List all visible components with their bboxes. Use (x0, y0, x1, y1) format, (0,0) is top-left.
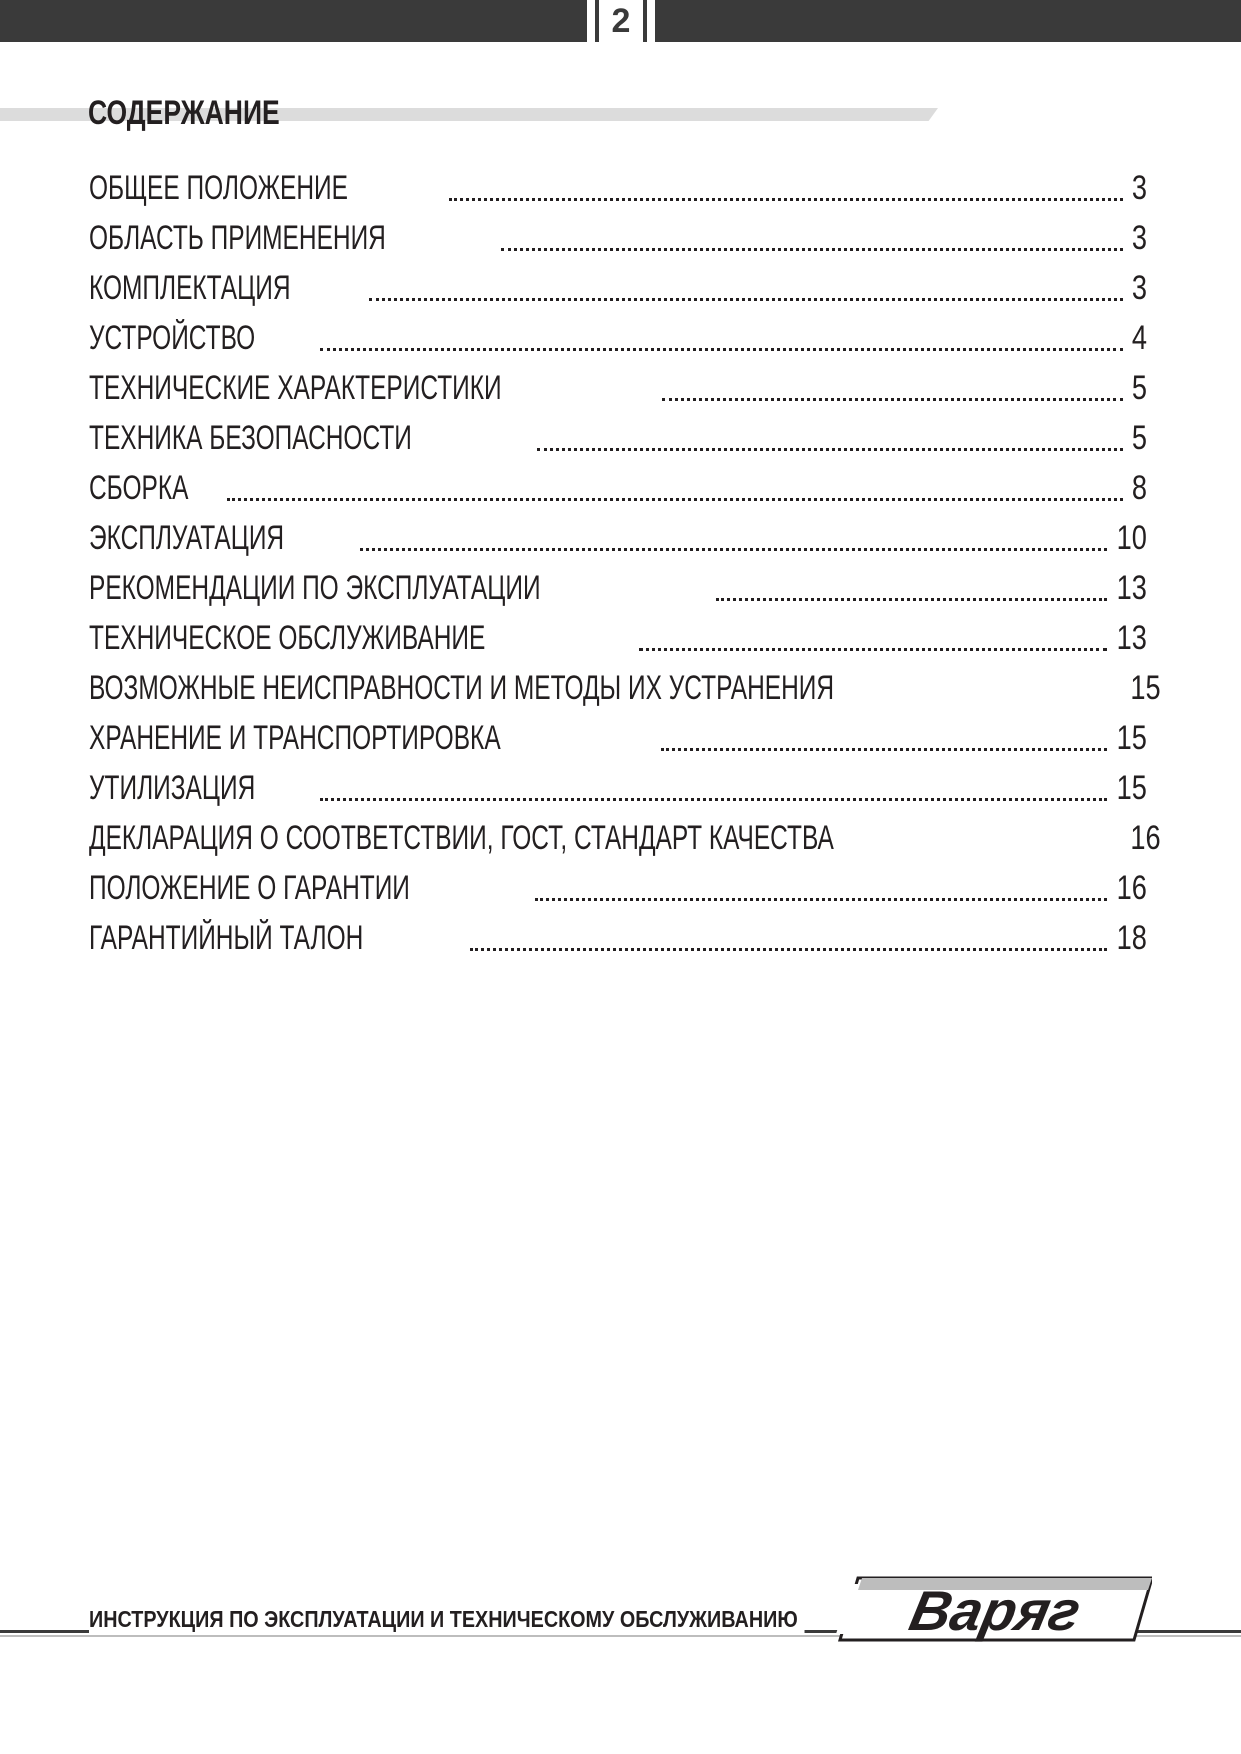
toc-page: 15 (1116, 769, 1147, 807)
toc-row[interactable] (89, 808, 1161, 858)
toc-title: УТИЛИЗАЦИЯ (89, 769, 256, 807)
toc-row[interactable] (89, 458, 1147, 508)
toc-leader (360, 548, 1107, 551)
footer-caption: ИНСТРУКЦИЯ ПО ЭКСПЛУАТАЦИИ И ТЕХНИЧЕСКОМУ ОБСЛУЖИВАНИЮ (89, 1606, 805, 1633)
toc-title: ОБЛАСТЬ ПРИМЕНЕНИЯ (89, 219, 386, 257)
toc-title: ЭКСПЛУАТАЦИЯ (89, 519, 285, 557)
toc-title: ТЕХНИКА БЕЗОПАСНОСТИ (89, 419, 412, 457)
toc-page: 13 (1116, 619, 1147, 657)
toc-title: ТЕХНИЧЕСКОЕ ОБСЛУЖИВАНИЕ (89, 619, 486, 657)
toc-row[interactable] (89, 208, 1147, 258)
toc-title: ОБЩЕЕ ПОЛОЖЕНИЕ (89, 169, 348, 207)
toc-title: ХРАНЕНИЕ И ТРАНСПОРТИРОВКА (89, 719, 501, 757)
toc-row[interactable] (89, 308, 1147, 358)
table-of-contents (89, 158, 1161, 958)
toc-row[interactable] (89, 408, 1147, 458)
toc-page: 4 (1131, 319, 1147, 357)
toc-leader (470, 948, 1107, 951)
toc-title: ВОЗМОЖНЫЕ НЕИСПРАВНОСТИ И МЕТОДЫ ИХ УСТРАНЕНИЯ (89, 669, 835, 707)
toc-leader (369, 298, 1123, 301)
toc-page: 5 (1131, 419, 1147, 457)
toc-title: КОМПЛЕКТАЦИЯ (89, 269, 291, 307)
toc-title: ГАРАНТИЙНЫЙ ТАЛОН (89, 919, 364, 957)
toc-leader (501, 248, 1123, 251)
toc-title: ТЕХНИЧЕСКИЕ ХАРАКТЕРИСТИКИ (89, 369, 502, 407)
toc-leader (661, 748, 1107, 751)
toc-page: 16 (1129, 819, 1161, 857)
toc-page: 15 (1116, 719, 1147, 757)
toc-title: РЕКОМЕНДАЦИИ ПО ЭКСПЛУАТАЦИИ (89, 569, 541, 607)
toc-leader (227, 498, 1123, 501)
toc-leader (535, 898, 1107, 901)
toc-leader (320, 348, 1123, 351)
toc-page: 13 (1116, 569, 1147, 607)
toc-page: 8 (1131, 469, 1147, 507)
page-number-box (587, 0, 655, 42)
toc-leader (537, 448, 1123, 451)
toc-row[interactable] (89, 558, 1147, 608)
toc-row[interactable] (89, 908, 1147, 958)
toc-row[interactable] (89, 358, 1147, 408)
page-title: СОДЕРЖАНИЕ (88, 94, 280, 132)
toc-title: СБОРКА (89, 469, 189, 507)
toc-row[interactable] (89, 658, 1161, 708)
brand-logo (822, 1570, 1152, 1648)
toc-leader (320, 798, 1107, 801)
toc-page: 10 (1116, 519, 1147, 557)
toc-page: 15 (1130, 669, 1161, 707)
toc-title: ДЕКЛАРАЦИЯ О СООТВЕТСТВИИ, ГОСТ, СТАНДАРТ КАЧЕСТВА (89, 819, 834, 857)
toc-leader (639, 648, 1107, 651)
toc-leader (449, 198, 1123, 201)
toc-page: 18 (1116, 919, 1147, 957)
toc-row[interactable] (89, 758, 1147, 808)
toc-row[interactable] (89, 858, 1147, 908)
toc-row[interactable] (89, 258, 1147, 308)
toc-page: 5 (1131, 369, 1147, 407)
toc-row[interactable] (89, 158, 1147, 208)
toc-row[interactable] (89, 508, 1147, 558)
toc-leader (716, 598, 1107, 601)
toc-page: 16 (1116, 869, 1147, 907)
toc-row[interactable] (89, 708, 1147, 758)
toc-page: 3 (1131, 219, 1147, 257)
toc-title: ПОЛОЖЕНИЕ О ГАРАНТИИ (89, 869, 410, 907)
logo-text: Варяг (904, 1579, 1087, 1642)
toc-page: 3 (1131, 269, 1147, 307)
toc-page: 3 (1131, 169, 1147, 207)
toc-leader (662, 398, 1123, 401)
page-number: 2 (611, 2, 631, 40)
toc-row[interactable] (89, 608, 1147, 658)
toc-title: УСТРОЙСТВО (89, 319, 256, 357)
